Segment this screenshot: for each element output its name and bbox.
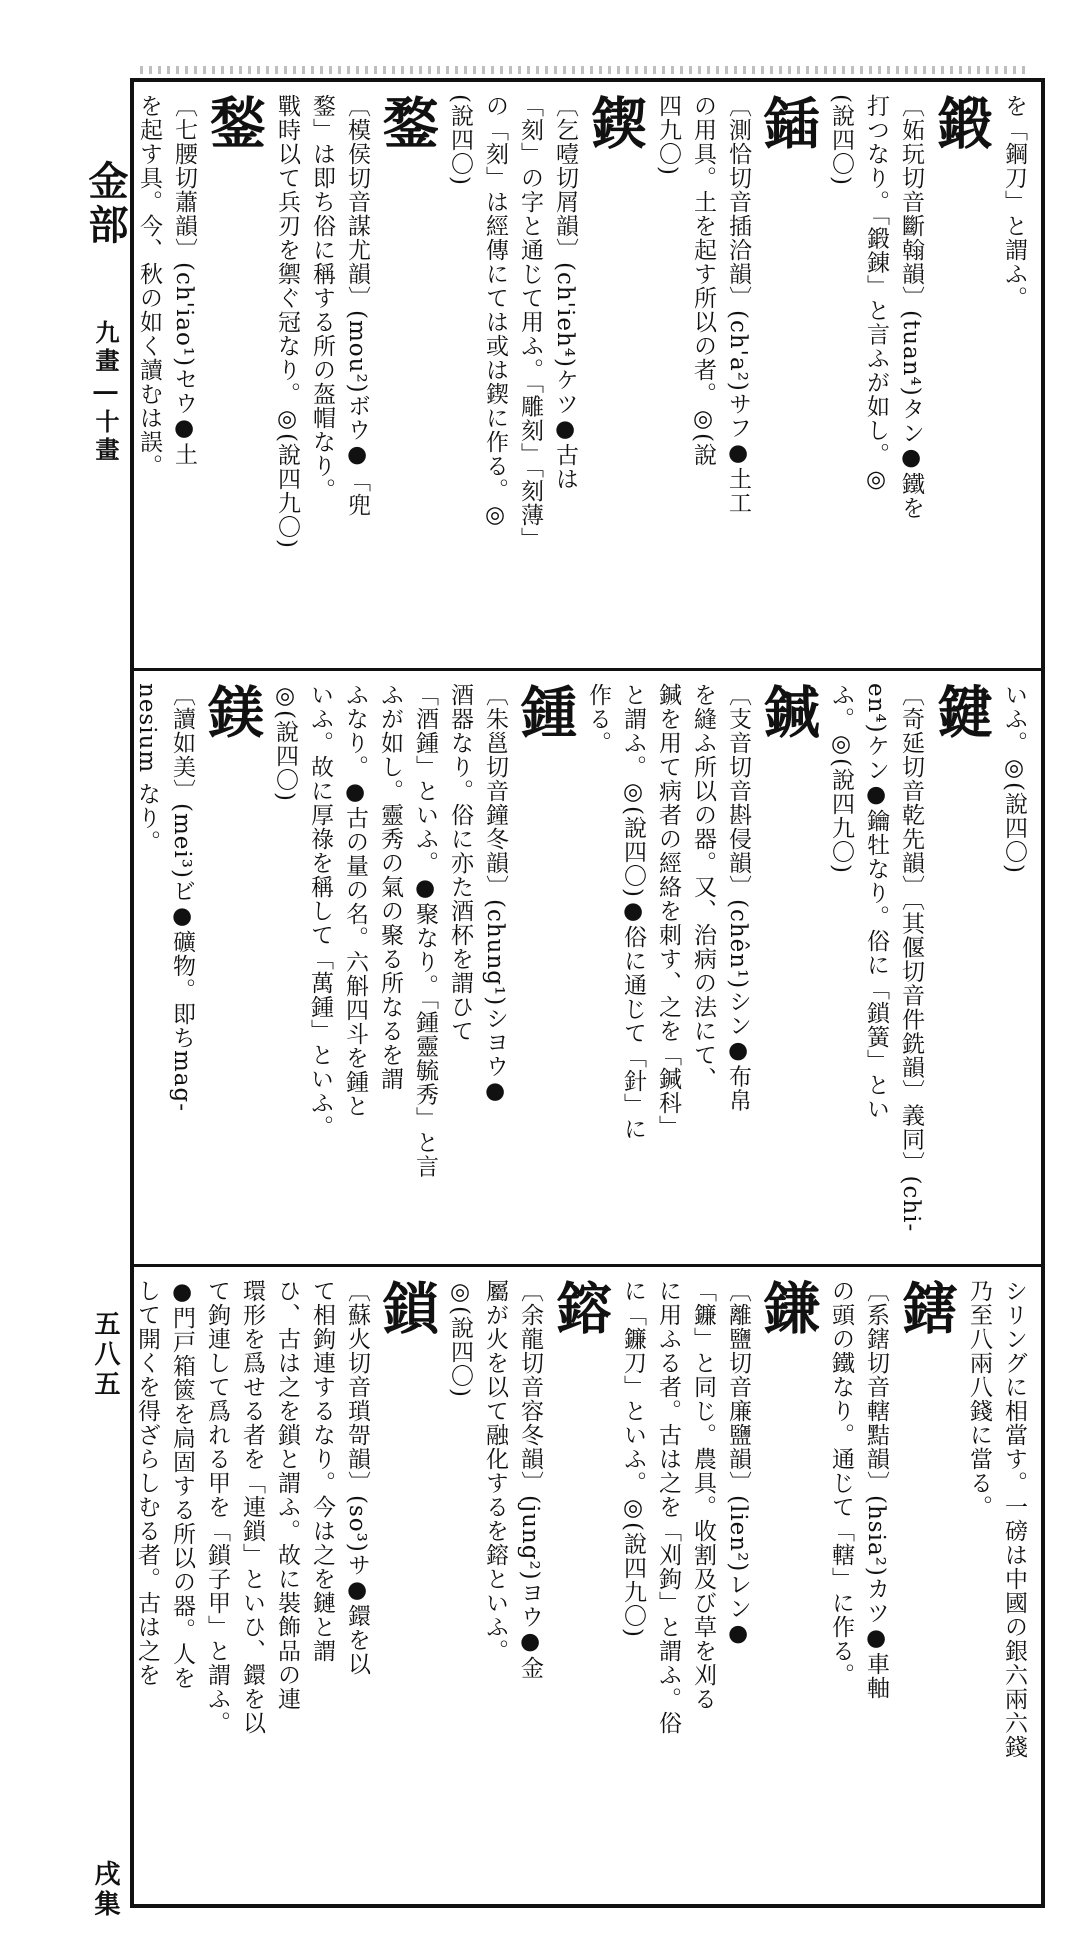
definition-line: 乃至八兩八錢に當る。 xyxy=(966,1279,992,1519)
definition-line: 〔妬玩切音斷翰韻〕(tuan⁴)タン●鐵を xyxy=(898,94,924,520)
definition-line: 環形を爲せる者を「連鎖」といひ、鐶を以 xyxy=(239,1279,265,1735)
definition-line: 〔離鹽切音廉鹽韻〕(lien²)レン● xyxy=(725,1279,751,1648)
definition-line: 鍪」は即ち俗に稱する所の盔帽なり。 xyxy=(309,94,335,502)
dictionary-entry xyxy=(615,1279,819,1889)
definition-line: て鉤連して爲れる甲を「鎖子甲」と謂ふ。 xyxy=(204,1279,230,1735)
headword-char: 鍵 xyxy=(928,683,994,739)
headword-char: 鎖 xyxy=(374,1279,440,1335)
definition-line: シリングに相當す。一磅は中國の銀六兩六錢 xyxy=(1001,1279,1027,1759)
headword-char: 鍫 xyxy=(201,94,267,150)
definition-line: 〔模侯切音謀尤韻〕(mou²)ボウ●「兜 xyxy=(344,94,370,517)
print-scuff xyxy=(140,66,1030,74)
dictionary-entry xyxy=(267,683,576,1243)
headword xyxy=(514,683,576,739)
entry-columns xyxy=(134,82,1041,668)
radical-label: 金部 xyxy=(82,160,129,248)
definition-line: いふ。故に厚祿を稱して「萬鍾」といふ。 xyxy=(307,683,333,1139)
dictionary-entry xyxy=(823,1279,957,1889)
headword-char: 鍾 xyxy=(512,683,578,739)
headword-char: 鎌 xyxy=(755,1279,821,1335)
definition-line: 〔奇延切音乾先韻〕〔其偃切音件銑韻〕義同〕(chi-en⁴)ケン●鑰牡なり。俗に「鎖簧」とい xyxy=(863,683,924,1233)
definition-line: 「鐮」と同じ。農具。收割及び草を刈る xyxy=(690,1279,716,1711)
definition-line: 「刻」の字と通じて用ふ。「雕刻」「刻薄」 xyxy=(517,94,543,551)
dictionary-entry xyxy=(650,94,819,649)
definition-line: 〔支音切音斟侵韻〕(chên¹)シン●布帛 xyxy=(725,683,751,1113)
definition-line: を起す具。今、秋の如く讀むは誤。 xyxy=(136,94,162,478)
definition-line: 打つなり。「鍛錬」と言ふが如し。◎ xyxy=(863,94,889,494)
definition-line: して開くを得ざらしむる者。古は之を xyxy=(134,1279,160,1687)
definition-line: 〔乞噎切屑韻〕(ch'ieh⁴)ケツ●古は xyxy=(552,94,578,491)
definition-line: 屬が火を以て融化するを鎔といふ。 xyxy=(482,1279,508,1663)
definition-line: 戰時以て兵刃を禦ぐ冠なり。◎(說四九〇) xyxy=(274,94,300,549)
definition-line: (說四〇) xyxy=(447,94,473,186)
definition-line: ◎(說四〇) xyxy=(272,683,298,802)
headword xyxy=(549,1279,611,1335)
entry-columns xyxy=(134,1267,1041,1904)
dictionary-entry xyxy=(134,683,263,1243)
dictionary-entry xyxy=(442,1279,611,1889)
definition-line: ひ、古は之を鎖と謂ふ。故に裝飾品の連 xyxy=(274,1279,300,1711)
headword xyxy=(930,683,992,739)
dictionary-entry xyxy=(442,94,646,649)
definition-line: 〔七腰切蕭韻〕(ch'iao¹)セウ●土 xyxy=(171,94,197,467)
definition-line: 〔朱邕切音鐘冬韻〕(chung¹)シヨウ● xyxy=(482,683,508,1106)
headword xyxy=(584,94,646,150)
definition-line: を「鋼刀」と謂ふ。 xyxy=(1001,94,1027,310)
dictionary-page-frame xyxy=(130,78,1045,1908)
definition-line: の用具。土を起す所以の者。◎(說 xyxy=(690,94,716,467)
definition-line: ふが如し。靈秀の氣の聚る所なるを謂 xyxy=(377,683,403,1091)
definition-line: 四九〇) xyxy=(655,94,681,176)
volume-label: 戌集 xyxy=(90,1860,120,1920)
definition-line: nesium なり。 xyxy=(134,683,160,854)
continued-entry xyxy=(961,1279,1031,1889)
dictionary-entry xyxy=(134,94,265,649)
headword xyxy=(757,94,819,150)
definition-line: 〔余龍切音容冬韻〕(jung²)ヨウ●金 xyxy=(517,1279,543,1680)
headword-char: 鍥 xyxy=(582,94,648,150)
definition-line: 鍼を用て病者の經絡を刺す、之を「鍼科」 xyxy=(655,683,681,1139)
entry-columns xyxy=(134,671,1041,1264)
dictionary-entry xyxy=(269,94,438,649)
definition-line: 〔系鎋切音轄黠韻〕(hsia²)カツ●車軸 xyxy=(863,1279,889,1700)
continued-entry xyxy=(996,683,1031,1243)
headword-char: 鍛 xyxy=(928,94,994,150)
definition-line: ふなり。●古の量の名。六斛四斗を鍾と xyxy=(342,683,368,1118)
headword xyxy=(201,683,263,739)
dictionary-entry xyxy=(823,683,992,1243)
definition-line: を縫ふ所以の器。又、治病の法にて、 xyxy=(690,683,716,1091)
definition-line: の頭の鐵なり。通じて「轄」に作る。 xyxy=(828,1279,854,1687)
headword-char: 鍤 xyxy=(755,94,821,150)
continued-entry xyxy=(996,94,1031,649)
headword xyxy=(757,683,819,739)
headword-char: 鎔 xyxy=(547,1279,613,1335)
definition-line: 酒器なり。俗に亦た酒杯を謂ひて xyxy=(447,683,473,1043)
headword xyxy=(203,94,265,150)
definition-line: 〔讀如美〕(mei³)ビ●礦物。即ちmag- xyxy=(169,683,195,1112)
headword-char: 鎂 xyxy=(199,683,265,739)
definition-line: 〔蘇火切音瑣哿韻〕(so³)サ●鐶を以 xyxy=(344,1279,370,1676)
definition-line: いふ。◎(說四〇) xyxy=(1001,683,1027,874)
dictionary-band-1 xyxy=(134,82,1041,671)
headword-char: 鎋 xyxy=(893,1279,959,1335)
headword xyxy=(376,1279,438,1335)
headword-char: 鍪 xyxy=(374,94,440,150)
definition-line: ふ。◎(說四九〇) xyxy=(828,683,854,874)
definition-line: と謂ふ。◎(說四〇)●俗に通じて「針」に xyxy=(620,683,646,1141)
definition-line: 作る。 xyxy=(585,683,611,755)
dictionary-band-3 xyxy=(134,1267,1041,1904)
dictionary-entry xyxy=(580,683,819,1243)
definition-line: て相鉤連するなり。今は之を鏈と謂 xyxy=(309,1279,335,1663)
dictionary-entry xyxy=(134,1279,438,1889)
headword xyxy=(895,1279,957,1335)
stroke-range-label: 九畫―十畫 xyxy=(91,320,120,465)
page-margin xyxy=(80,0,130,1948)
definition-line: に用ふる者。古は之を「刈鉤」と謂ふ。俗 xyxy=(655,1279,681,1735)
definition-line: 〔測恰切音插洽韻〕(ch'a²)サフ●土工 xyxy=(725,94,751,515)
dictionary-band-2 xyxy=(134,671,1041,1267)
headword xyxy=(930,94,992,150)
page-number: 五八五 xyxy=(90,1310,120,1400)
definition-line: ◎(說四〇) xyxy=(447,1279,473,1398)
definition-line: の「刻」は經傳にては或は鍥に作る。◎ xyxy=(482,94,508,529)
headword xyxy=(376,94,438,150)
definition-line: (說四〇) xyxy=(828,94,854,186)
headword-char: 鍼 xyxy=(755,683,821,739)
definition-line: 「酒鍾」といふ。●聚なり。「鍾靈毓秀」と言 xyxy=(412,683,438,1179)
headword xyxy=(757,1279,819,1335)
definition-line: ●門戸箱篋を扃固する所以の器。人を xyxy=(169,1279,195,1690)
definition-line: に「鐮刀」といふ。◎(說四九〇) xyxy=(620,1279,646,1638)
dictionary-entry xyxy=(823,94,992,649)
